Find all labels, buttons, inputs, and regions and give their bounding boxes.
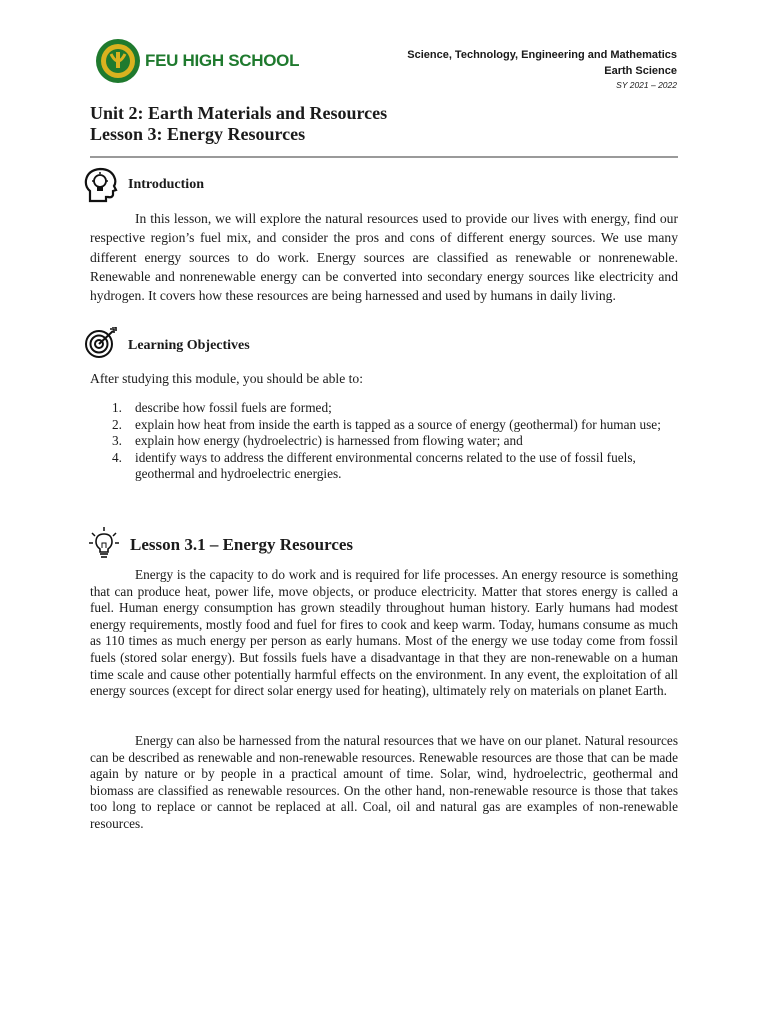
school-year: SY 2021 – 2022 <box>616 80 677 90</box>
lesson-title: Lesson 3: Energy Resources <box>90 124 306 144</box>
list-number: 3. <box>112 433 122 449</box>
lesson-paragraph-1 <box>90 567 678 700</box>
lesson-paragraph-2-body: Energy can also be harnessed from the natural resources that we have on our planet. Natural resources can be described as renewable and non-renewable resources. Renewable resources are those that can be made again by nature or by people in a practical amount of time. Solar, wind, hydroelectric, geothermal and biomass are classified as renewable resources. On the other hand, non-renewable resource is those that takes too long to replace or cannot be replaced at all. Coal, oil and natural gas are examples of non-renewable resources. <box>90 733 678 831</box>
program-label: Science, Technology, Engineering and Mathematics <box>407 49 677 61</box>
school-seal-icon <box>95 38 141 84</box>
list-item <box>90 417 678 434</box>
school-name: FEU HIGH SCHOOL <box>145 51 300 70</box>
lesson-heading: Lesson 3.1 – Energy Resources <box>130 535 354 554</box>
lightbulb-icon <box>88 526 120 560</box>
objectives-lead: After studying this module, you should be able to: <box>90 371 363 386</box>
target-icon <box>84 327 118 359</box>
title-divider <box>90 156 678 158</box>
list-item <box>90 433 678 450</box>
objectives-heading: Learning Objectives <box>128 338 250 353</box>
list-text: explain how heat from inside the earth is tapped as a source of energy (geothermal) for human use; <box>135 416 661 432</box>
list-text: identify ways to address the different environmental concerns related to the use of fossil fuels, geothermal and hydroelectric energies. <box>135 449 636 482</box>
list-number: 1. <box>112 400 122 415</box>
unit-title: Unit 2: Earth Materials and Resources <box>90 103 388 123</box>
list-number: 4. <box>112 449 122 465</box>
list-item <box>90 450 678 483</box>
introduction-text <box>90 209 678 305</box>
lesson-paragraph-1-body: Energy is the capacity to do work and is required for life processes. An energy resource is something that can produce heat, power life, move objects, or produce electricity. Matter that stores energy is called a fuel. Human energy consumption has grown steadily throughout human history. Early humans had modest energy requirements, mostly food and fuel for fires to cook and keep warm. Today, humans consume as much as 110 times as much energy per person as early humans. Most of the energy we use today come from fossil fuels (stored solar energy). But fossils fuels have a disadvantage in that they are non-renewable on a human time scale and cause other potentially harmful effects on the environment. In any event, the exploitation of all energy sources (except for direct solar energy used for heating), ultimately rely on materials on planet Earth. <box>90 567 678 699</box>
page-title <box>90 103 387 145</box>
introduction-body: In this lesson, we will explore the natural resources used to provide our lives with energy, find our respective region’s fuel mix, and consider the pros and cons of different energy sources. We use many different energy sources to do work. Energy sources are classified as renewable or nonrenewable. Renewable and nonrenewable energy can be converted into secondary energy sources like electricity and hydrogen. It covers how these resources are being harnessed and used by humans in daily living. <box>90 211 678 304</box>
list-text: explain how energy (hydroelectric) is harnessed from flowing water; and <box>135 433 523 449</box>
list-item <box>90 400 678 417</box>
header-info <box>407 47 677 91</box>
school-logo <box>95 38 299 84</box>
lesson-paragraph-2 <box>90 733 678 833</box>
list-text: describe how fossil fuels are formed; <box>135 400 332 415</box>
subject-label: Earth Science <box>604 65 677 77</box>
objectives-list <box>90 400 678 483</box>
list-number: 2. <box>112 416 122 432</box>
introduction-heading: Introduction <box>128 177 204 192</box>
head-lightbulb-icon <box>84 167 118 203</box>
